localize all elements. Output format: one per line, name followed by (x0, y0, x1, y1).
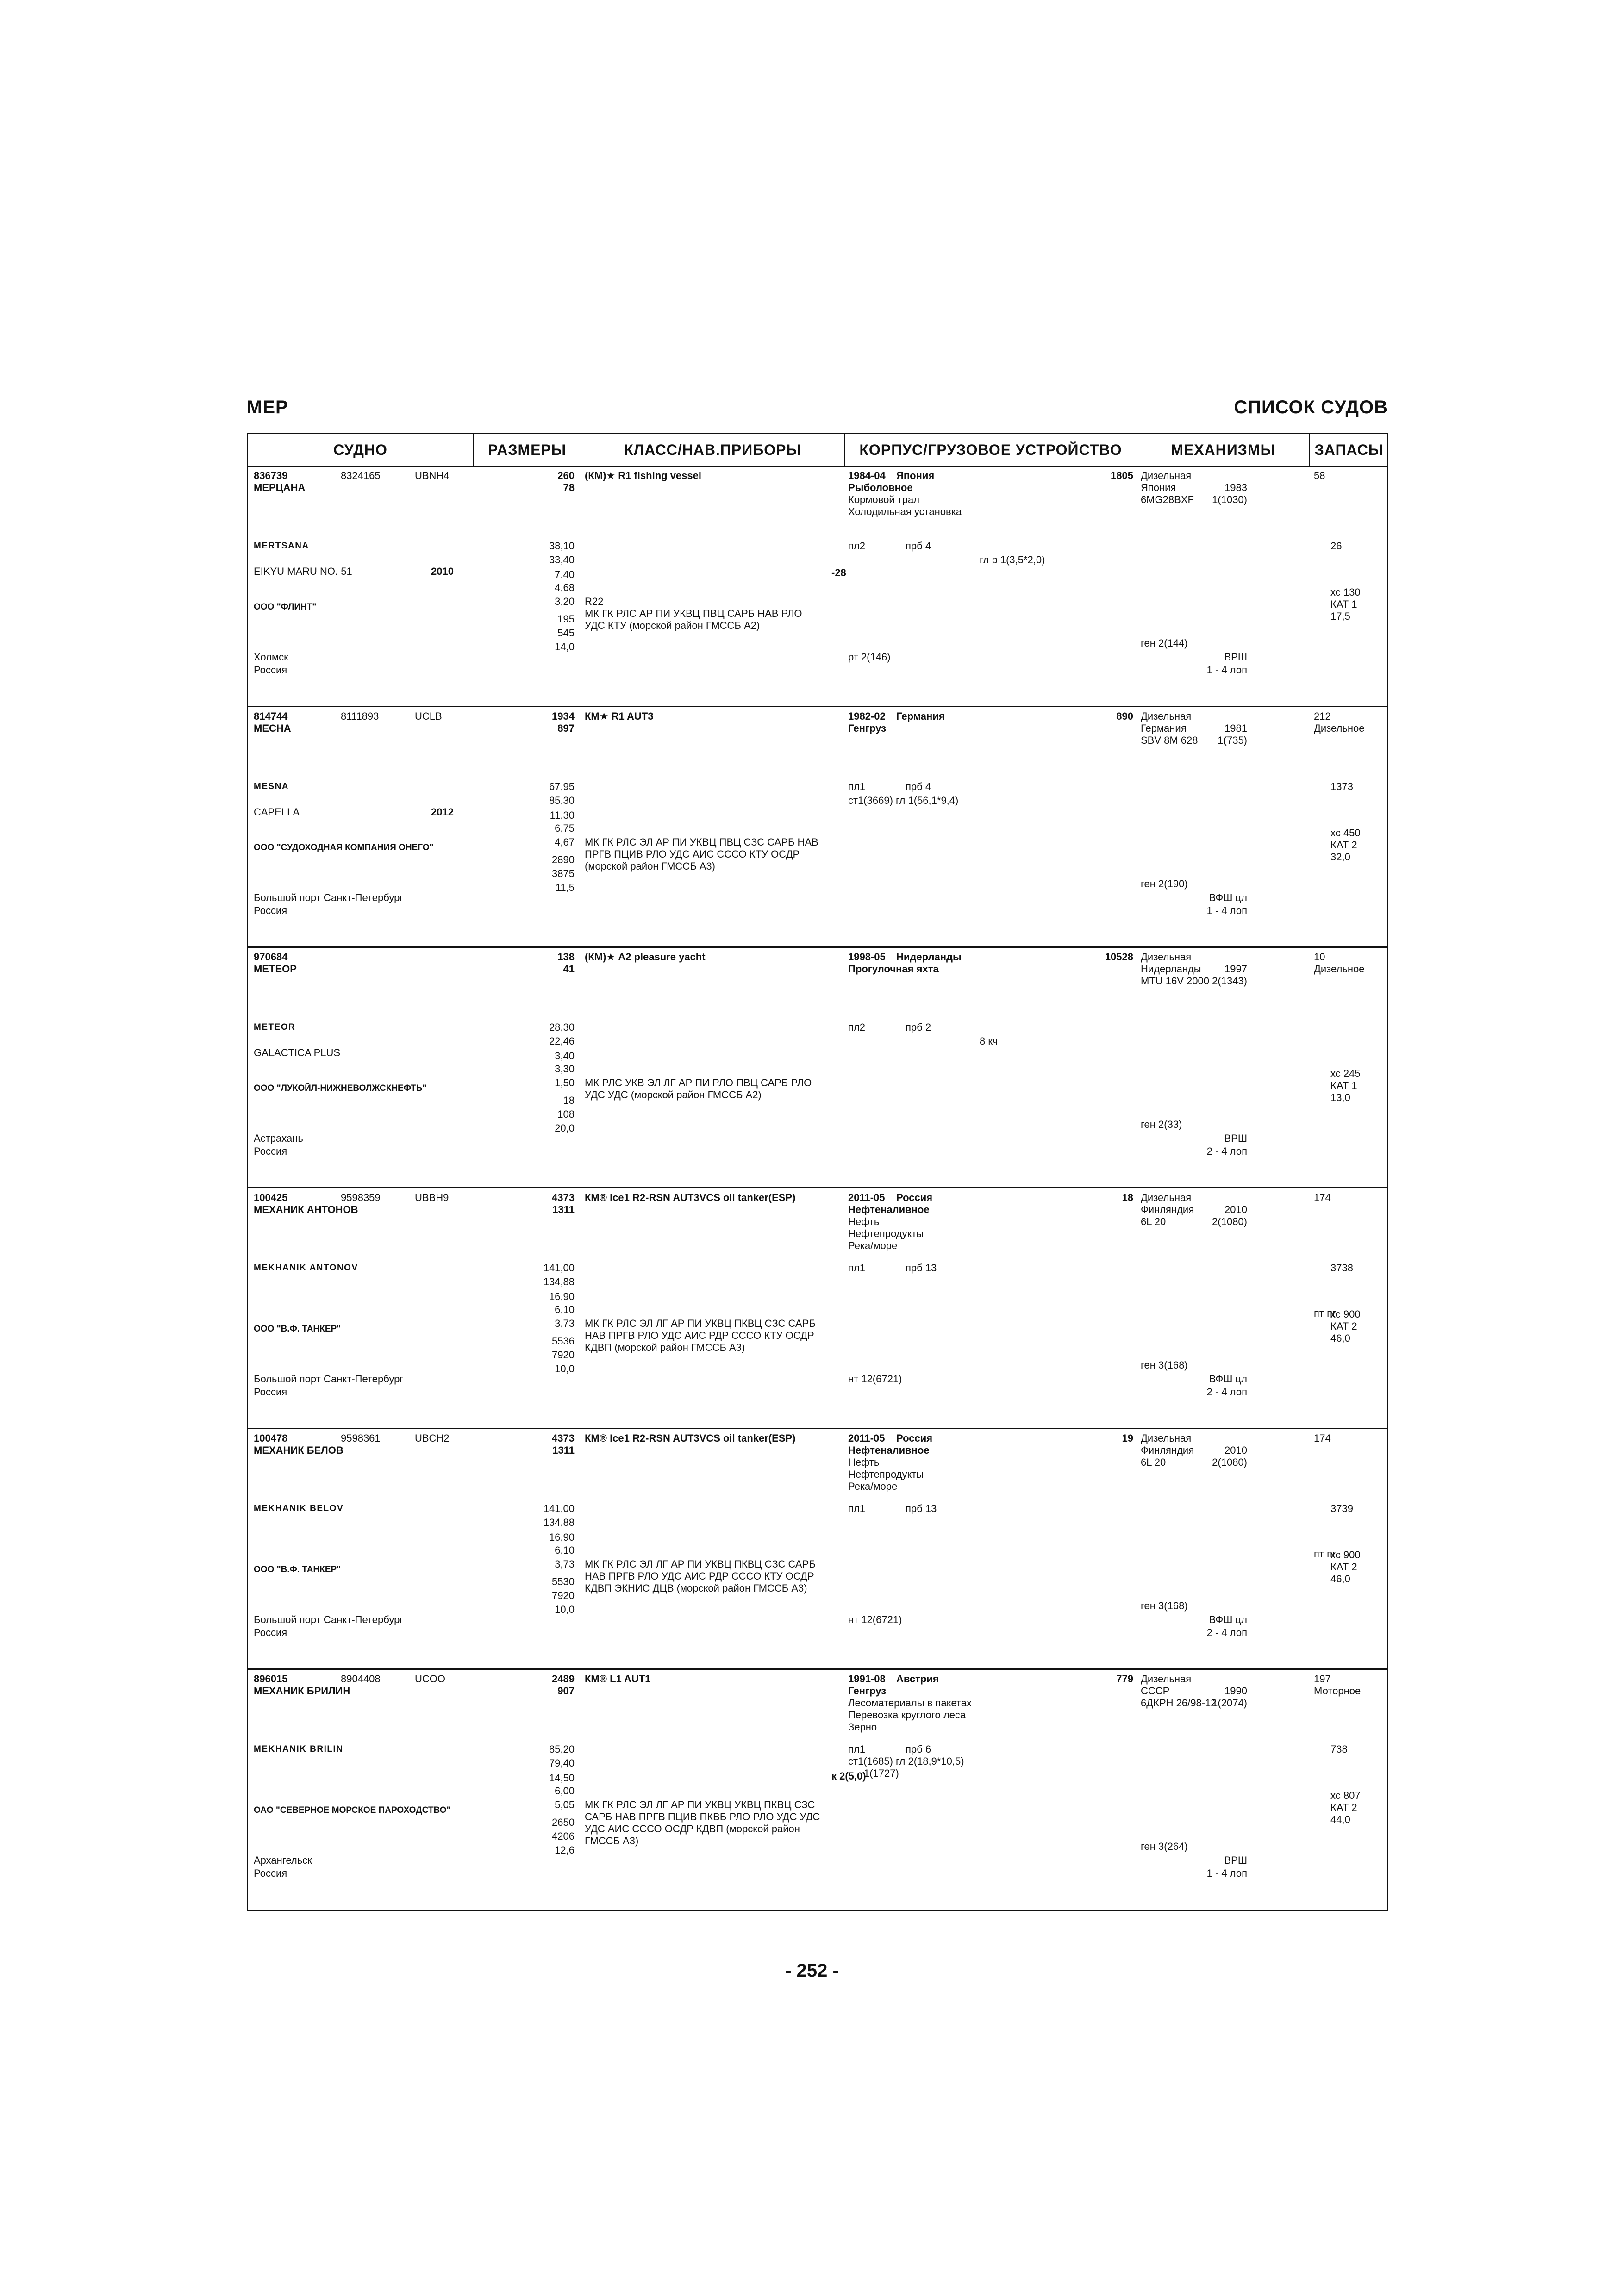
stores-value: 46,0 (1330, 1573, 1350, 1585)
col-header-hull: КОРПУС/ГРУЗОВОЕ УСТРОЙСТВО (859, 442, 1122, 458)
stores-category: КАТ 2 (1330, 1320, 1357, 1332)
build-date: 1982-02 (848, 710, 886, 722)
engine-type: Дизельная (1141, 1673, 1192, 1685)
dimension-value: 141,00 (543, 1262, 575, 1274)
engine-type: Дизельная (1141, 470, 1192, 481)
ship-entry (248, 948, 1387, 1188)
nav-equipment-line: ГМССБ А3) (585, 1835, 639, 1847)
generators: ген 2(144) (1141, 637, 1188, 649)
dimension-value: 134,88 (543, 1517, 575, 1528)
build-country: Австрия (896, 1673, 939, 1685)
engine-country: Финляндия (1141, 1444, 1194, 1456)
dimension-value: 18 (563, 1095, 575, 1106)
dimension-value: 260 (557, 470, 575, 481)
hull-number: 19 (1122, 1432, 1133, 1444)
generators: ген 3(264) (1141, 1841, 1188, 1852)
dimension-value: 38,10 (549, 540, 575, 552)
generators: ген 3(168) (1141, 1600, 1188, 1612)
class-notation: КМ® L1 AUT1 (585, 1673, 651, 1685)
class-notation: КМ★ R1 AUT3 (585, 710, 654, 722)
cargo-detail: 8 кч (980, 1035, 998, 1047)
hull-detail: Нефть (848, 1456, 880, 1468)
cargo-decks: пл1 (848, 1262, 865, 1274)
hull-misc: ст1(3669) гл 1(56,1*9,4) (848, 795, 959, 806)
ship-type: Генгруз (848, 1685, 887, 1697)
dimension-value: 28,30 (549, 1021, 575, 1033)
engine-power: 2(1080) (1212, 1456, 1247, 1468)
cargo-tanks: рт 2(146) (848, 651, 891, 663)
ship-name: МЕТЕОР (254, 963, 297, 975)
dimension-value: 1311 (552, 1204, 575, 1215)
dimension-value: 6,00 (555, 1785, 575, 1797)
ship-entry (248, 467, 1387, 707)
stores-mid: 1373 (1330, 781, 1353, 792)
hull-number: 890 (1116, 710, 1133, 722)
owner: ООО "В.Ф. ТАНКЕР" (254, 1324, 341, 1334)
reg-number: 970684 (254, 951, 288, 963)
ship-name-latin: METEOR (254, 1022, 296, 1032)
cargo-decks: пл1 (848, 781, 865, 792)
dimension-value: 20,0 (555, 1122, 575, 1134)
imo-number: 8324165 (341, 470, 381, 481)
build-date: 1984-04 (848, 470, 886, 481)
cargo-holds: прб 2 (906, 1021, 931, 1033)
stores-mid2: пт пг (1314, 1548, 1337, 1560)
generators: ген 2(33) (1141, 1119, 1182, 1130)
section-title: МЕР (247, 397, 288, 417)
home-port: Астрахань (254, 1132, 303, 1144)
country: Россия (254, 1386, 287, 1398)
former-name-year: 2010 (431, 566, 454, 577)
dimension-value: 16,90 (549, 1531, 575, 1543)
dimension-value: 5536 (552, 1335, 575, 1347)
former-name: EIKYU MARU NO. 51 (254, 566, 352, 577)
dimension-value: 41 (563, 963, 575, 975)
stores-mid: 738 (1330, 1743, 1348, 1755)
engine-year: 1983 (1224, 482, 1247, 493)
engine-model: 6L 20 (1141, 1216, 1166, 1227)
ship-table (247, 433, 1388, 1911)
stores-top: 174 (1314, 1192, 1331, 1203)
dimension-value: 10,0 (555, 1604, 575, 1615)
hull-detail: Холодильная установка (848, 506, 962, 517)
engine-model: MTU 16V 2000 (1141, 975, 1209, 987)
dimension-value: 5530 (552, 1576, 575, 1587)
ship-name: МЕХАНИК БРИЛИН (254, 1685, 350, 1697)
dimension-value: 7920 (552, 1349, 575, 1361)
dimension-value: 2890 (552, 854, 575, 865)
dimension-value: 3875 (552, 868, 575, 879)
nav-equipment-line: НАВ ПРГВ РЛО УДС АИС РДР СССО КТУ ОСДР (585, 1570, 814, 1582)
hull-number: 18 (1122, 1192, 1133, 1203)
dimension-value: 108 (557, 1108, 575, 1120)
nav-equipment-line: (морской район ГМССБ А3) (585, 860, 715, 872)
dimension-value: 78 (563, 482, 575, 493)
hull-misc: Зерно (848, 1721, 877, 1733)
imo-number: 9598361 (341, 1432, 381, 1444)
stores-top: 212 (1314, 710, 1331, 722)
ship-type: Нефтеналивное (848, 1204, 930, 1215)
dimension-value: 3,20 (555, 596, 575, 607)
engine-year: 1981 (1224, 722, 1247, 734)
ship-name: МЕРЦАНА (254, 482, 306, 493)
former-name: GALACTICA PLUS (254, 1047, 341, 1058)
dimension-value: 85,30 (549, 795, 575, 806)
dimension-value: 195 (557, 613, 575, 625)
cargo-tanks: нт 12(6721) (848, 1373, 902, 1385)
hull-detail: Кормовой трал (848, 494, 920, 505)
home-port: Большой порт Санкт-Петербург (254, 1373, 404, 1385)
country: Россия (254, 905, 287, 916)
stores-top: 10 (1314, 951, 1325, 963)
dimension-value: 22,46 (549, 1035, 575, 1047)
engine-power: 2(1080) (1212, 1216, 1247, 1227)
propeller-blades: 2 - 4 лоп (1206, 1145, 1247, 1157)
ship-type: Рыболовное (848, 482, 913, 493)
stores-mid2: пт пг (1314, 1307, 1337, 1319)
dimension-value: 6,75 (555, 822, 575, 834)
nav-equipment-line: САРБ НАВ ПРГВ ПЦИВ ПКВБ РЛО РЛО УДС УДС (585, 1811, 820, 1823)
build-country: Япония (896, 470, 935, 481)
stores-value: 17,5 (1330, 610, 1350, 622)
ship-name: МЕХАНИК БЕЛОВ (254, 1444, 344, 1456)
reg-number: 100478 (254, 1432, 288, 1444)
dimension-value: 12,6 (555, 1844, 575, 1856)
stores-lifeboat: хс 807 (1330, 1790, 1361, 1801)
dimension-value: 3,73 (555, 1558, 575, 1570)
dimension-value: 67,95 (549, 781, 575, 792)
dimension-value: 4,68 (555, 582, 575, 593)
dimension-value: 6,10 (555, 1304, 575, 1315)
stores-lifeboat: хс 130 (1330, 586, 1361, 598)
dimension-value: 1311 (552, 1444, 575, 1456)
engine-country: Финляндия (1141, 1204, 1194, 1215)
engine-power: 1(1030) (1212, 494, 1247, 505)
build-country: Нидерланды (896, 951, 962, 963)
engine-model: 6ДКРН 26/98-12 (1141, 1697, 1217, 1709)
stores-value: 46,0 (1330, 1332, 1350, 1344)
owner: ОАО "СЕВЕРНОЕ МОРСКОЕ ПАРОХОДСТВО" (254, 1805, 451, 1815)
propeller: ВФШ цл (1209, 1373, 1247, 1385)
stores-top: 58 (1314, 470, 1325, 481)
stores-fuel: Моторное (1314, 1685, 1361, 1697)
dimension-value: 907 (557, 1685, 575, 1697)
call-sign: UCOO (415, 1673, 445, 1685)
generators: ген 2(190) (1141, 878, 1188, 890)
engine-type: Дизельная (1141, 1432, 1192, 1444)
cargo-decks: пл1 (848, 1503, 865, 1514)
propeller-blades: 1 - 4 лоп (1206, 664, 1247, 676)
country: Россия (254, 664, 287, 676)
reg-number: 100425 (254, 1192, 288, 1203)
owner: ООО "В.Ф. ТАНКЕР" (254, 1565, 341, 1574)
propeller-blades: 2 - 4 лоп (1206, 1627, 1247, 1638)
nav-equipment-line: МК ГК РЛС ЭЛ АР ПИ УКВЦ ПВЦ СЗС САРБ НАВ (585, 836, 818, 848)
dimension-value: 6,10 (555, 1544, 575, 1556)
ship-name-latin: MEKHANIK ANTONOV (254, 1263, 358, 1273)
ship-type: Генгруз (848, 722, 887, 734)
engine-year: 2010 (1224, 1204, 1247, 1215)
dimension-value: 141,00 (543, 1503, 575, 1514)
build-country: Россия (896, 1432, 933, 1444)
nav-equipment-line: МК ГК РЛС ЭЛ ЛГ АР ПИ УКВЦ ПКВЦ СЗС САРБ (585, 1558, 816, 1570)
class-notation: КМ® Ice1 R2-RSN AUT3VCS oil tanker(ESP) (585, 1432, 796, 1444)
call-sign: UBBH9 (415, 1192, 449, 1203)
build-country: Германия (896, 710, 945, 722)
propeller-blades: 1 - 4 лоп (1206, 1867, 1247, 1879)
engine-country: Япония (1141, 482, 1176, 493)
propeller-blades: 1 - 4 лоп (1206, 905, 1247, 916)
stores-lifeboat: хс 450 (1330, 827, 1361, 839)
dimension-value: 2489 (552, 1673, 575, 1685)
col-header-dims: РАЗМЕРЫ (487, 442, 567, 458)
hull-misc: Река/море (848, 1481, 898, 1492)
stores-fuel: Дизельное (1314, 963, 1365, 975)
dimension-value: 79,40 (549, 1757, 575, 1769)
former-name: CAPELLA (254, 806, 300, 818)
nav-equipment-line: МК РЛС УКВ ЭЛ ЛГ АР ПИ РЛО ПВЦ САРБ РЛО (585, 1077, 812, 1089)
dimension-value: 10,0 (555, 1363, 575, 1375)
stores-value: 32,0 (1330, 851, 1350, 863)
engine-model: SBV 8M 628 (1141, 734, 1198, 746)
ship-name: МЕСНА (254, 722, 291, 734)
owner: ООО "ФЛИНТ" (254, 602, 317, 612)
hull-misc-extra: ст1(1685) гл 2(18,9*10,5) (848, 1755, 964, 1767)
nav-equipment-line: МК ГК РЛС ЭЛ ЛГ АР ПИ УКВЦ УКВЦ ПКВЦ СЗС (585, 1799, 815, 1811)
cargo-detail: гл р 1(3,5*2,0) (980, 554, 1045, 566)
dimension-value: 3,30 (555, 1063, 575, 1075)
col-header-ship: СУДНО (333, 442, 387, 458)
country: Россия (254, 1145, 287, 1157)
dimension-value: 14,50 (549, 1772, 575, 1784)
stores-value: 44,0 (1330, 1814, 1350, 1825)
dimension-value: 545 (557, 627, 575, 639)
propeller: ВФШ цл (1209, 1614, 1247, 1625)
engine-type: Дизельная (1141, 951, 1192, 963)
home-port: Большой порт Санкт-Петербург (254, 892, 404, 903)
nav-equipment-line: УДС АИС СССО ОСДР КДВП (морской район (585, 1823, 800, 1835)
ship-name-latin: MESNA (254, 782, 289, 791)
engine-country: СССР (1141, 1685, 1170, 1697)
stores-value: 13,0 (1330, 1092, 1350, 1103)
section-title-right: СПИСОК СУДОВ (1234, 397, 1388, 417)
engine-power: 1(2074) (1212, 1697, 1247, 1709)
column-header-row (248, 434, 1387, 467)
dimension-value: 85,20 (549, 1743, 575, 1755)
stores-category: КАТ 1 (1330, 1080, 1357, 1091)
stores-category: КАТ 2 (1330, 1561, 1357, 1573)
reg-number: 896015 (254, 1673, 288, 1685)
build-date: 2011-05 (848, 1432, 885, 1444)
class-notation: КМ® Ice1 R2-RSN AUT3VCS oil tanker(ESP) (585, 1192, 796, 1203)
ship-entry (248, 1188, 1387, 1429)
hull-number: 10528 (1105, 951, 1133, 963)
dimension-value: 1,50 (555, 1077, 575, 1089)
dimension-value: 134,88 (543, 1276, 575, 1288)
dimension-value: 138 (557, 951, 575, 963)
propeller-blades: 2 - 4 лоп (1206, 1386, 1247, 1398)
dimension-value: 3,40 (555, 1050, 575, 1062)
engine-year: 1990 (1224, 1685, 1247, 1697)
hull-misc-extra: 1(1727) (864, 1767, 899, 1779)
build-country: Россия (896, 1192, 933, 1203)
hull-detail: Нефть (848, 1216, 880, 1227)
country: Россия (254, 1627, 287, 1638)
imo-number: 8111893 (341, 710, 379, 722)
ship-entry (248, 1670, 1387, 1910)
hull-detail: Лесоматериалы в пакетах (848, 1697, 972, 1709)
hull-detail: Нефтепродукты (848, 1468, 924, 1480)
dimension-value: 14,0 (555, 641, 575, 653)
col-header-stores: ЗАПАСЫ (1314, 442, 1384, 458)
dimension-value: 33,40 (549, 554, 575, 566)
hull-detail: Нефтепродукты (848, 1228, 924, 1239)
stores-lifeboat: хс 900 (1330, 1549, 1361, 1561)
cargo-decks: пл2 (848, 540, 865, 552)
stores-top: 174 (1314, 1432, 1331, 1444)
cargo-tanks: нт 12(6721) (848, 1614, 902, 1625)
dimension-value: 7920 (552, 1590, 575, 1601)
stores-mid: 26 (1330, 540, 1342, 552)
country: Россия (254, 1867, 287, 1879)
dimension-value: 5,05 (555, 1799, 575, 1811)
build-date: 2011-05 (848, 1192, 885, 1203)
stores-mid: 3738 (1330, 1262, 1353, 1274)
build-date: 1998-05 (848, 951, 886, 963)
nav-equipment-line: НАВ ПРГВ РЛО УДС АИС РДР СССО КТУ ОСДР (585, 1330, 814, 1341)
dimension-value: 4373 (552, 1192, 575, 1203)
class-notation: (КМ)★ A2 pleasure yacht (585, 951, 706, 963)
home-port: Холмск (254, 651, 288, 663)
cargo-holds: прб 4 (906, 540, 931, 552)
engine-year: 1997 (1224, 963, 1247, 975)
dimension-value: 7,40 (555, 569, 575, 580)
former-name-year: 2012 (431, 806, 454, 818)
ship-entry (248, 1429, 1387, 1670)
ship-name-latin: MERTSANA (254, 541, 309, 551)
engine-country: Германия (1141, 722, 1187, 734)
ship-type: Прогулочная яхта (848, 963, 939, 975)
build-date: 1991-08 (848, 1673, 886, 1685)
hull-number: 779 (1116, 1673, 1133, 1685)
imo-number: 9598359 (341, 1192, 381, 1203)
ship-name-latin: MEKHANIK BRILIN (254, 1744, 344, 1754)
nav-equipment-line: КДВП ЭКНИС ДЦВ (морской район ГМССБ А3) (585, 1582, 807, 1594)
nav-equipment-line: УДС КТУ (морской район ГМССБ А2) (585, 620, 760, 631)
dimension-value: 2650 (552, 1817, 575, 1828)
home-port: Архангельск (254, 1854, 312, 1866)
dimension-value: 4373 (552, 1432, 575, 1444)
propeller: ВРШ (1224, 1132, 1247, 1144)
propeller: ВФШ цл (1209, 892, 1247, 903)
ship-entry (248, 707, 1387, 948)
cargo-decks: пл1 (848, 1743, 865, 1755)
dimension-value: 4,67 (555, 836, 575, 848)
ship-name-latin: MEKHANIK BELOV (254, 1504, 344, 1513)
nav-equipment-line: КДВП (морской район ГМССБ А3) (585, 1342, 745, 1353)
stores-lifeboat: хс 900 (1330, 1308, 1361, 1320)
class-notation: (КМ)★ R1 fishing vessel (585, 470, 701, 481)
stores-lifeboat: хс 245 (1330, 1068, 1361, 1079)
engine-year: 2010 (1224, 1444, 1247, 1456)
stores-category: КАТ 1 (1330, 598, 1357, 610)
reg-number: 836739 (254, 470, 288, 481)
engine-type: Дизельная (1141, 1192, 1192, 1203)
class-extra: к 2(5,0) (831, 1770, 866, 1782)
cargo-holds: прб 4 (906, 781, 931, 792)
dimension-value: 897 (557, 722, 575, 734)
owner: ООО "ЛУКОЙЛ-НИЖНЕВОЛЖСКНЕФТЬ" (254, 1083, 427, 1093)
hull-misc: Река/море (848, 1240, 898, 1251)
propeller: ВРШ (1224, 1854, 1247, 1866)
call-sign: UBNH4 (415, 470, 450, 481)
hull-number: 1805 (1111, 470, 1133, 481)
engine-model: 6L 20 (1141, 1456, 1166, 1468)
engine-model: 6MG28BXF (1141, 494, 1194, 505)
col-header-engines: МЕХАНИЗМЫ (1171, 442, 1275, 458)
class-extra: -28 (831, 567, 846, 579)
engine-power: 1(735) (1218, 734, 1247, 746)
cargo-holds: прб 13 (906, 1503, 937, 1514)
nav-equipment-line: УДС УДС (морской район ГМССБ А2) (585, 1089, 762, 1101)
stores-category: КАТ 2 (1330, 1802, 1357, 1813)
dimension-value: 3,73 (555, 1318, 575, 1329)
engine-country: Нидерланды (1141, 963, 1201, 975)
call-sign: UCLB (415, 710, 442, 722)
stores-mid: 3739 (1330, 1503, 1353, 1514)
stores-category: КАТ 2 (1330, 839, 1357, 851)
call-sign: UBCH2 (415, 1432, 450, 1444)
cargo-decks: пл2 (848, 1021, 865, 1033)
imo-number: 8904408 (341, 1673, 381, 1685)
ship-name: МЕХАНИК АНТОНОВ (254, 1204, 358, 1215)
nav-equipment-line: МК ГК РЛС ЭЛ ЛГ АР ПИ УКВЦ ПКВЦ СЗС САРБ (585, 1318, 816, 1329)
cargo-holds: прб 6 (906, 1743, 931, 1755)
propeller: ВРШ (1224, 651, 1247, 663)
stores-top: 197 (1314, 1673, 1331, 1685)
col-header-class: КЛАСС/НАВ.ПРИБОРЫ (624, 442, 801, 458)
hull-detail: Перевозка круглого леса (848, 1709, 966, 1721)
nav-equipment-line: ПРГВ ПЦИВ РЛО УДС АИС СССО КТУ ОСДР (585, 848, 800, 860)
home-port: Большой порт Санкт-Петербург (254, 1614, 404, 1625)
nav-equipment-line: МК ГК РЛС АР ПИ УКВЦ ПВЦ САРБ НАВ РЛО (585, 608, 802, 619)
dimension-value: 1934 (552, 710, 575, 722)
engine-type: Дизельная (1141, 710, 1192, 722)
engine-power: 2(1343) (1212, 975, 1247, 987)
dimension-value: 11,5 (555, 882, 575, 893)
reg-number: 814744 (254, 710, 288, 722)
stores-fuel: Дизельное (1314, 722, 1365, 734)
ship-type: Нефтеналивное (848, 1444, 930, 1456)
page-number: - 252 - (785, 1960, 839, 1981)
owner: ООО "СУДОХОДНАЯ КОМПАНИЯ ОНЕГО" (254, 843, 434, 852)
dimension-value: 11,30 (550, 809, 575, 821)
dimension-value: 4206 (552, 1830, 575, 1842)
nav-equipment-line: R22 (585, 596, 604, 607)
dimension-value: 16,90 (549, 1291, 575, 1302)
cargo-holds: прб 13 (906, 1262, 937, 1274)
generators: ген 3(168) (1141, 1359, 1188, 1371)
